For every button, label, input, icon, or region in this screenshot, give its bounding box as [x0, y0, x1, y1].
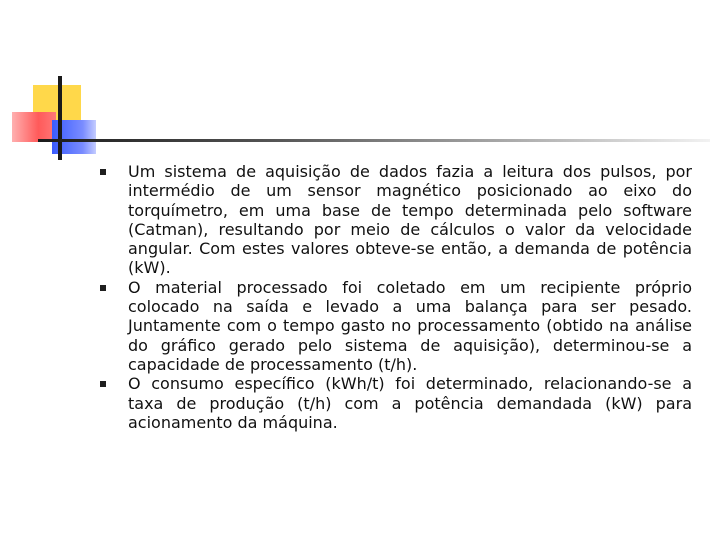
bullet-item [100, 374, 692, 432]
decor-vertical-rule [58, 76, 62, 160]
bullet-item [100, 162, 692, 278]
bullet-text: O consumo específico (kWh/t) foi determinado, relacionando-se a taxa de produção (t/h) com a potência demandada (kW) para acionamento da máquina. [128, 374, 692, 432]
decor-red-square [12, 112, 56, 142]
bullet-text: O material processado foi coletado em um recipiente próprio colocado na saída e levado a uma balança para ser pesado. Juntamente com o tempo gasto no processamento (obtido na análise do gráfico gerado pelo sistema de aquisição), determinou-se a capacidade de processamento (t/h). [128, 277, 692, 374]
title-divider-rule [38, 139, 710, 142]
square-bullet-icon [100, 285, 106, 291]
square-bullet-icon [100, 381, 106, 387]
square-bullet-icon [100, 169, 106, 175]
slide-body [100, 162, 692, 432]
bullet-text: Um sistema de aquisição de dados fazia a leitura dos pulsos, por intermédio de um sensor magnético posicionado ao eixo do torquímetro, em uma base de tempo determinada pelo software (Catman), resultando por meio de cálculos o valor da velocidade angular. Com estes valores obteve-se então, a demanda de potência (kW). [128, 162, 692, 278]
bullet-item [100, 278, 692, 374]
